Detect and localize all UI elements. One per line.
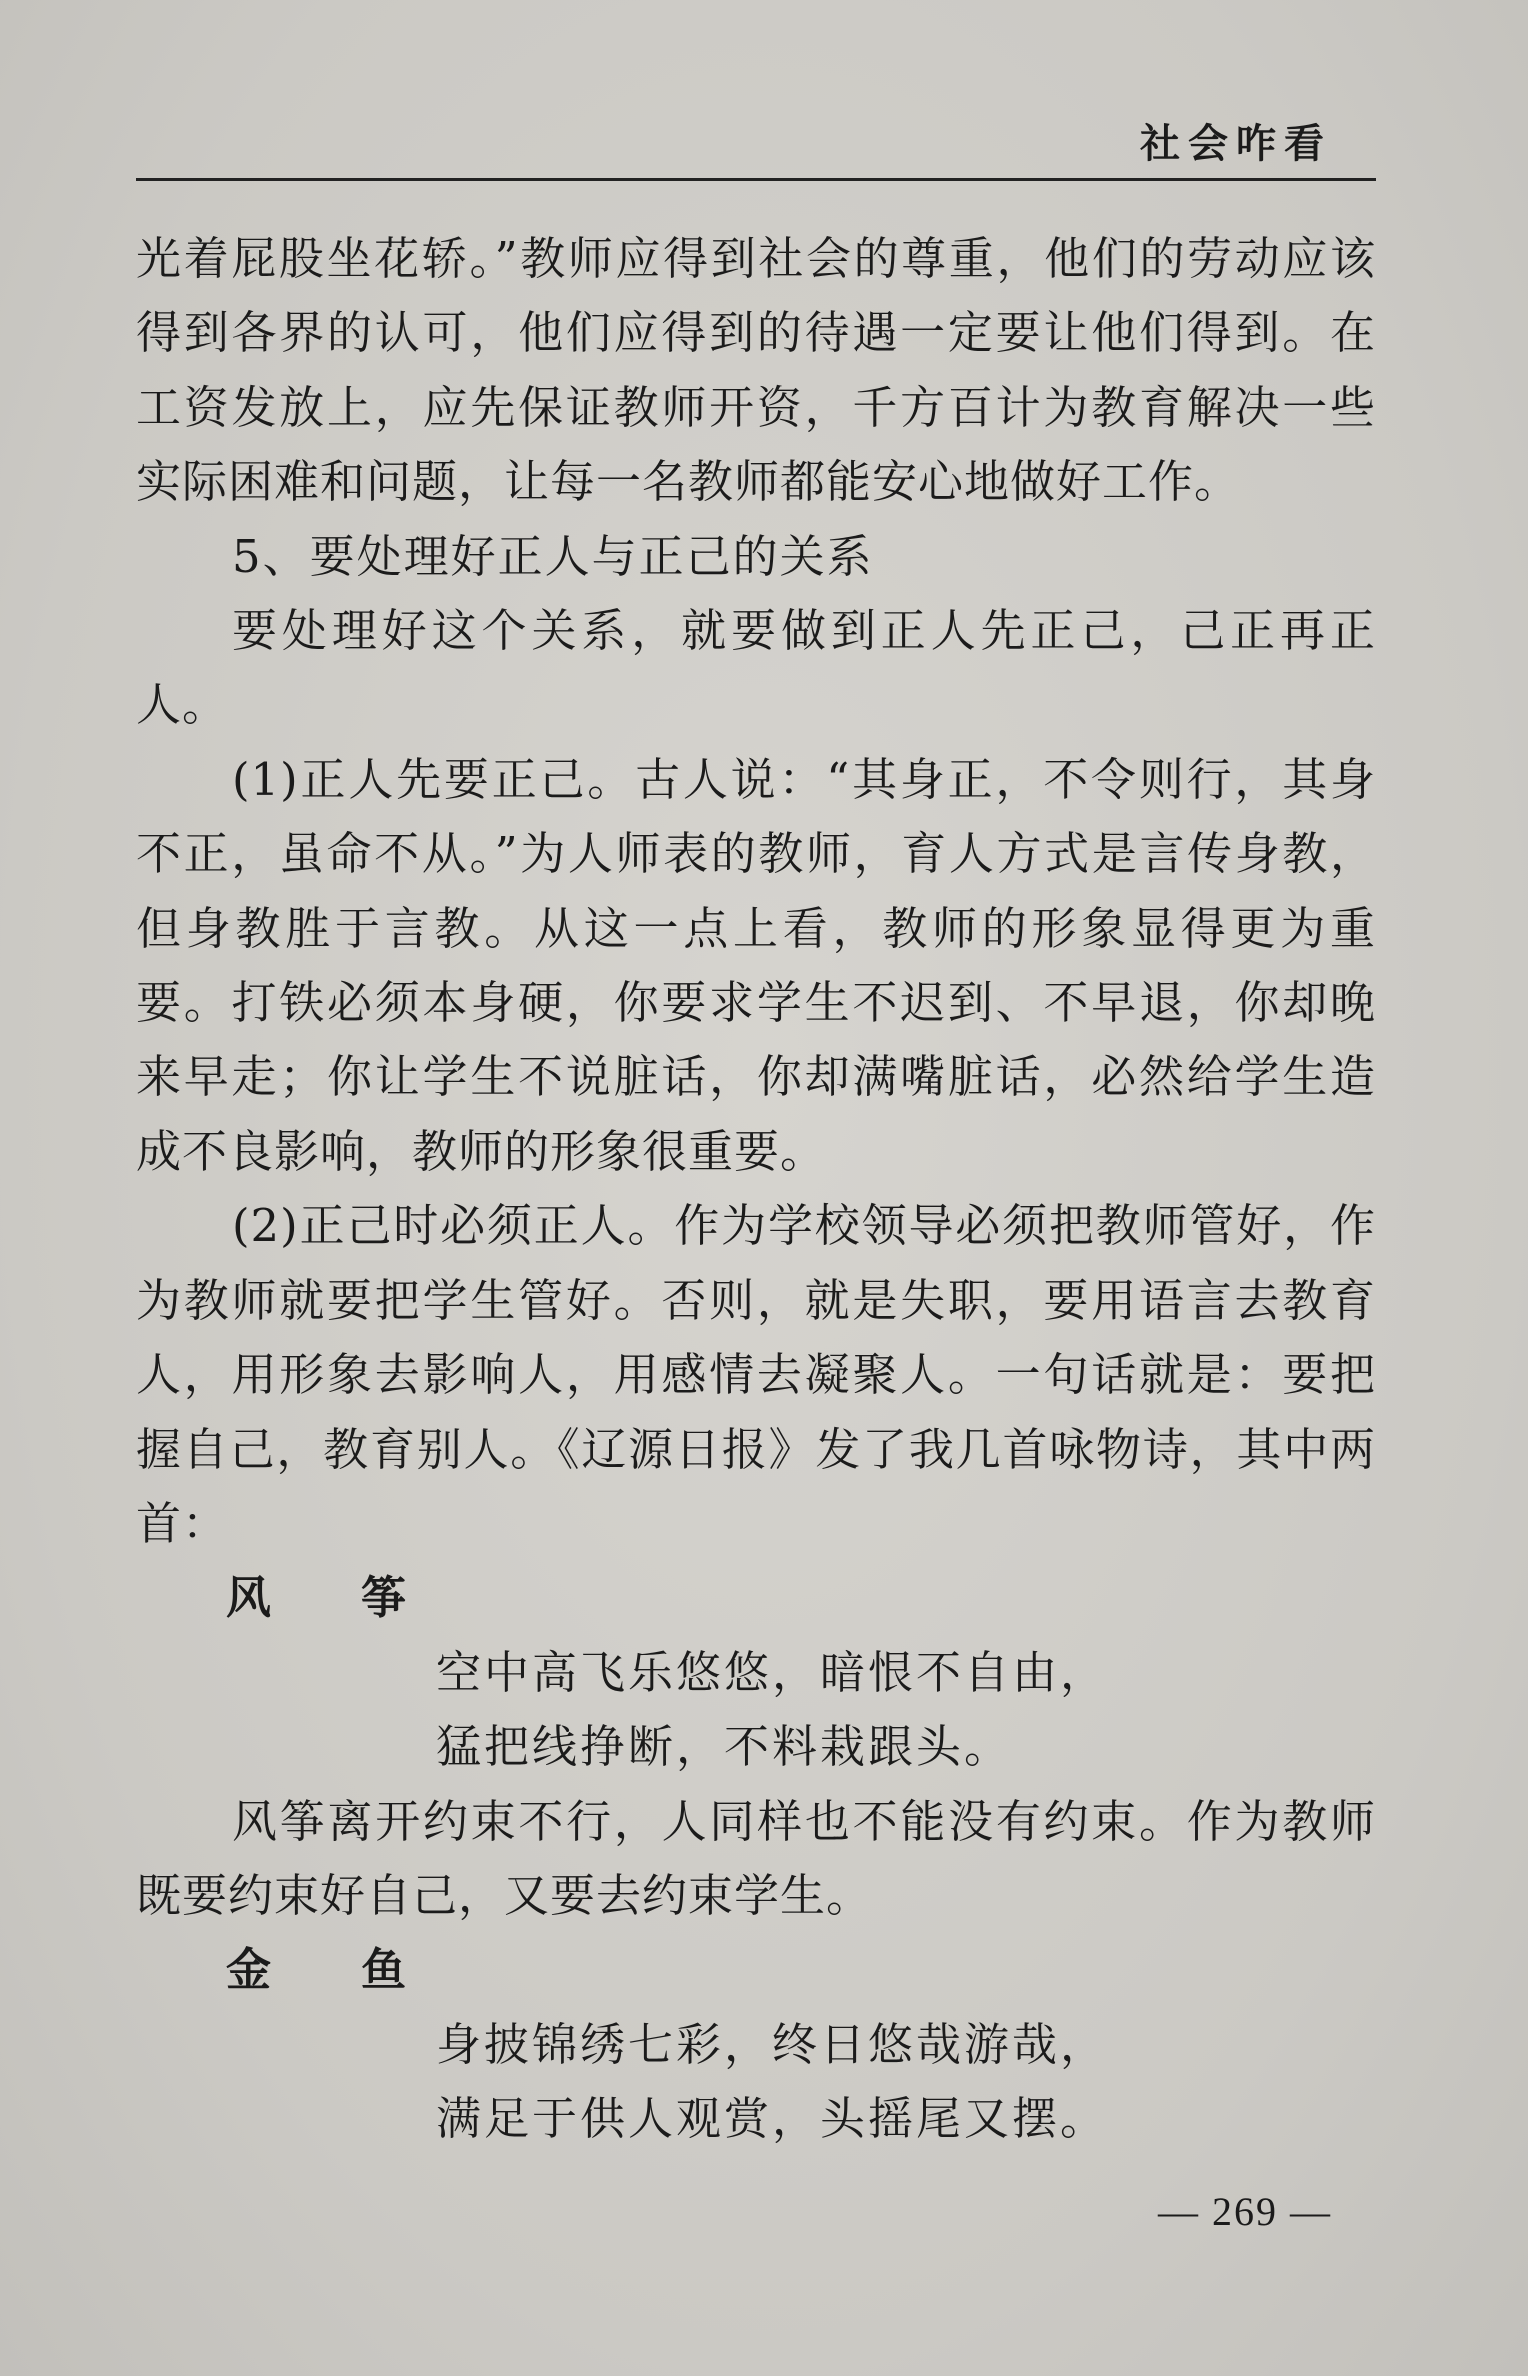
paragraph: (2)正己时必须正人。作为学校领导必须把教师管好，作为教师就要把学生管好。否则，就是失职，要用语言去教育人，用形象去影响人，用感情去凝聚人。一句话就是：要把握自己，教育别人。《辽源日报》发了我几首咏物诗，其中两首： bbox=[136, 1199, 1376, 1550]
paragraph: 要处理好这个关系，就要做到正人先正己，己正再正人。 bbox=[136, 604, 1376, 732]
poem-line: 猛把线挣断，不料栽跟头。 bbox=[436, 1720, 1013, 1774]
poem-title: 风筝 bbox=[226, 1571, 497, 1625]
body-text bbox=[136, 222, 1376, 2157]
poem-line: 空中高飞乐悠悠，暗恨不自由， bbox=[436, 1645, 1109, 1699]
poem-line: 身披锦绣七彩，终日悠哉游哉， bbox=[436, 2017, 1109, 2071]
section-heading: 5、要处理好正人与正己的关系 bbox=[232, 529, 874, 583]
header-rule bbox=[136, 178, 1376, 181]
paragraph: (1)正人先要正己。古人说：“其身正，不令则行，其身不正，虽命不从。”为人师表的教师，育人方式是言传身教，但身教胜于言教。从这一点上看，教师的形象显得更为重要。打铁必须本身硬，你要求学生不迟到、不早退，你却晚来早走；你让学生不说脏话，你却满嘴脏话，必然给学生造成不良影响，教师的形象很重要。 bbox=[136, 752, 1376, 1178]
paragraph: 光着屁股坐花轿。”教师应得到社会的尊重，他们的劳动应该得到各界的认可，他们应得到的待遇一定要让他们得到。在工资发放上，应先保证教师开资，千方百计为教育解决一些实际困难和问题，让每一名教师都能安心地做好工作。 bbox=[136, 232, 1376, 509]
running-head: 社会咋看 bbox=[1140, 121, 1332, 167]
page-number: — 269 — bbox=[1158, 2189, 1332, 2234]
poem-line: 满足于供人观赏，头摇尾又摆。 bbox=[436, 2092, 1109, 2146]
poem-title: 金鱼 bbox=[226, 1943, 497, 1997]
paragraph: 风筝离开约束不行，人同样也不能没有约束。作为教师既要约束好自己，又要去约束学生。 bbox=[136, 1794, 1376, 1922]
